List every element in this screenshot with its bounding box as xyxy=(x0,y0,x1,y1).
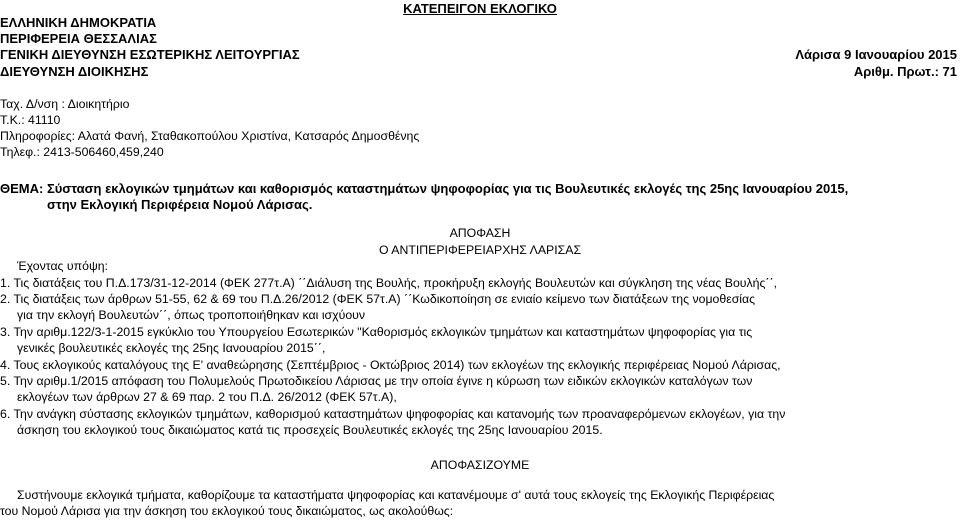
subject-line-1: ΘΕΜΑ: Σύσταση εκλογικών τμημάτων και καθορισμός καταστημάτων ψηφοφορίας για τις Βουλευτικές εκλογές της 25ης Ιανουαρίου 2015, xyxy=(0,181,849,196)
closing-line-1: Συστήνουμε εκλογικά τμήματα, καθορίζουμε τα καταστήματα ψηφοφορίας και κατανέμουμε σ' αυτά τους εκλογείς της Εκλογικής Περιφέρειας xyxy=(17,488,775,502)
consideration-item-6: 6. Την ανάγκη σύστασης εκλογικών τμημάτων, καθορισμού καταστημάτων ψηφοφορίας και κατανομής των προαναφερόμενων εκλογέων, για την xyxy=(0,407,786,421)
org-line-4: ΔΙΕΥΘΥΝΣΗ ΔΙΟΙΚΗΣΗΣ xyxy=(0,64,149,79)
contact-address: Ταχ. Δ/νση : Διοικητήριο xyxy=(0,97,130,111)
contact-info: Πληροφορίες: Αλατά Φανή, Σταθακοπούλου Χριστίνα, Κατσαρός Δημοσθένης xyxy=(0,129,420,143)
org-line-1: ΕΛΛΗΝΙΚΗ ΔΗΜΟΚΡΑΤΙΑ xyxy=(0,15,157,30)
closing-line-2: του Νομού Λάρισα για την άσκηση του εκλογικού τους δικαιώματος, ως ακολούθως: xyxy=(0,504,454,518)
consideration-item-1: 1. Τις διατάξεις του Π.Δ.173/31-12-2014 (ΦΕΚ 277τ.Α) ΄΄Διάλυση της Βουλής, προκήρυξη εκλογής Βουλευτών και σύγκληση της νέας Βουλής΄΄, xyxy=(0,276,778,290)
considering-label: Έχοντας υπόψη: xyxy=(17,259,108,273)
org-line-2: ΠΕΡΙΦΕΡΕΙΑ ΘΕΣΣΑΛΙΑΣ xyxy=(0,31,157,46)
consideration-item-3-cont: γενικές βουλευτικές εκλογές της 25ης Ιανουαρίου 2015΄΄, xyxy=(17,341,326,355)
consideration-item-2: 2. Τις διατάξεις των άρθρων 51-55, 62 & 69 του Π.Δ.26/2012 (ΦΕΚ 57τ.Α) ΄΄Κωδικοποίηση σε ενιαίο κείμενο των διατάξεων της νομοθεσίας xyxy=(0,292,756,306)
consideration-item-6-cont: άσκηση του εκλογικού τους δικαιώματος κατά τις προσεχείς Βουλευτικές εκλογές της 25ης Ιανουαρίου 2015. xyxy=(17,423,603,437)
consideration-item-3: 3. Την αριθμ.122/3-1-2015 εγκύκλιο του Υπουργείου Εσωτερικών "Καθορισμός εκλογικών τμημάτων και καταστημάτων ψηφοφορίας για τις xyxy=(0,325,753,339)
org-line-3: ΓΕΝΙΚΗ ΔΙΕΥΘΥΝΣΗ ΕΣΩΤΕΡΙΚΗΣ ΛΕΙΤΟΥΡΓΙΑΣ xyxy=(0,47,300,62)
decision-heading: ΑΠΟΦΑΣΗ xyxy=(449,226,511,240)
document-type: ΚΑΤΕΠΕΙΓΟΝ ΕΚΛΟΓΙΚΟ xyxy=(403,1,557,16)
decide-heading: ΑΠΟΦΑΣΙΖΟΥΜΕ xyxy=(430,458,530,472)
subject-line-2: στην Εκλογική Περιφέρεια Νομού Λάρισας. xyxy=(47,197,313,212)
contact-phone: Τηλεφ.: 2413-506460,459,240 xyxy=(0,145,164,159)
decision-authority: Ο ΑΝΤΙΠΕΡΙΦΕΡΕΙΑΡΧΗΣ ΛΑΡΙΣΑΣ xyxy=(378,243,582,257)
consideration-item-4: 4. Τους εκλογικούς καταλόγους της Ε' αναθεώρησης (Σεπτέμβριος - Οκτώβριος 2014) των εκλογέων της εκλογικής περιφέρειας Νομού Λάρισας, xyxy=(0,358,781,372)
consideration-item-2-cont: για την εκλογή Βουλευτών΄΄, όπως τροποποιήθηκαν και ισχύουν xyxy=(17,308,366,322)
consideration-item-5: 5. Την αριθμ.1/2015 απόφαση του Πολυμελούς Πρωτοδικείου Λάρισας με την οποία έγινε η κύρωση των ειδικών εκλογικών καταλόγων των xyxy=(0,374,753,388)
consideration-item-5-cont: εκλογέων των άρθρων 27 & 69 παρ. 2 του Π.Δ. 26/2012 (ΦΕΚ 57τ.Α), xyxy=(17,390,397,404)
contact-postal-code: Τ.Κ.: 41110 xyxy=(0,113,61,127)
protocol-number: Αριθμ. Πρωτ.: 71 xyxy=(853,64,957,79)
place-date: Λάρισα 9 Ιανουαρίου 2015 xyxy=(795,47,957,62)
